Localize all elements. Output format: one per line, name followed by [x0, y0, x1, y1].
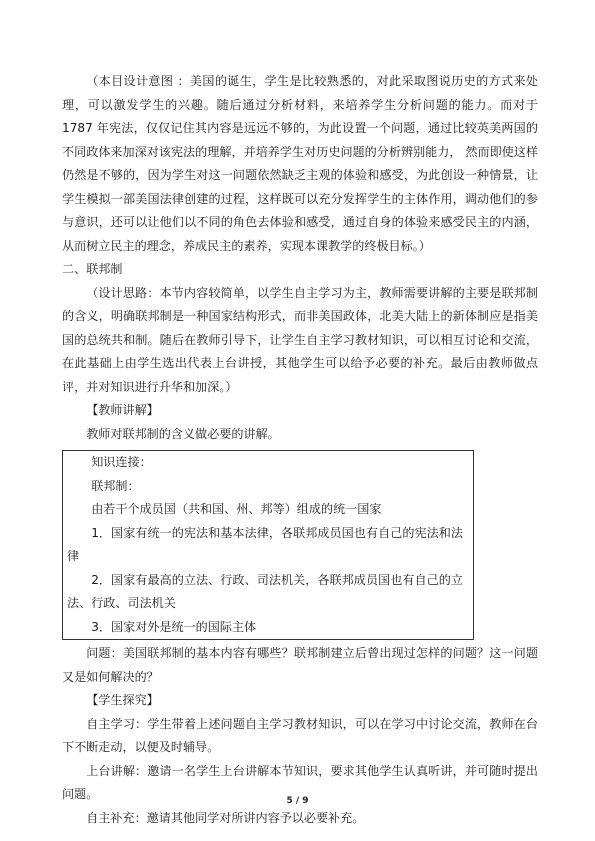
- knowledge-box: [62, 450, 474, 640]
- knowledge-box-item-1: 1．国家有统一的宪法和基本法律，各联邦成员国也有自己的宪法和法律: [67, 525, 463, 563]
- knowledge-box-term: 联邦制：: [91, 478, 140, 493]
- design-intent-paragraph: （本目设计意图 ：美国的诞生，学生是比较熟悉的，对此采取图说历史的方式来处理，可以激发学生的兴趣。随后通过分析材料，来培养学生分析问题的能力。而对于 1787 年宪法，仅仅记住其内容是远远不够的，为此设置一个问题，通过比较英美两国的不同政体来加深对该宪法的理解，并培养学生对历史问题的分析辨别能力， 然而即使这样仍然是不够的，因为学生对这一问题依然缺乏主观的体验和感受，为此创设一种情景，让学生模拟一部美国法律创建的过程，这样既可以充分发挥学生的主体作用，调动他们的参与意识，还可以让他们以不同的角色去体验和感受，通过自身的体验来感受民主的内涵，从而树立民主的理念，养成民主的素养，实现本课教学的终极目标。）: [62, 74, 538, 253]
- knowledge-box-item-3: 3．国家对外是统一的国际主体: [91, 619, 257, 634]
- page-number: 5 / 9: [286, 796, 309, 806]
- lecture-paragraph: 上台讲解：邀请一名学生上台讲解本节知识，要求其他学生认真听讲，并可随时提出问题。: [62, 763, 538, 801]
- design-idea-paragraph: （设计思路：本节内容较简单，以学生自主学习为主，教师需要讲解的主要是联邦制的含义，明确联邦制是一种国家结构形式，而非美国政体，北美大陆上的新体制应是指美国的总统共和制。随后在教师引导下，让学生自主学习教材知识，可以相互讨论和交流，在此基础上由学生选出代表上台讲授，其他学生可以给予必要的补充。最后由教师做点评，并对知识进行升华和加深。）: [62, 285, 538, 394]
- document-body: [62, 70, 538, 830]
- student-heading: 【学生探究】: [86, 693, 159, 707]
- knowledge-box-definition: 由若干个成员国（共和国、州、邦等）组成的统一国家: [91, 502, 382, 516]
- teacher-heading: 【教师讲解】: [86, 403, 159, 417]
- teacher-text: 教师对联邦制的含义做必要的讲解。: [86, 426, 280, 441]
- knowledge-box-item-2: 2．国家有最高的立法、行政、司法机关，各联邦成员国也有自己的立法、行政、司法机关: [67, 572, 463, 610]
- section-title: 二、联邦制: [62, 262, 123, 276]
- knowledge-box-title: 知识连接：: [91, 455, 152, 469]
- supplement-paragraph: 自主补充：邀请其他同学对所讲内容予以必要补充。: [86, 810, 365, 825]
- question-paragraph: 问题：美国联邦制的基本内容有哪些？联邦制建立后曾出现过怎样的问题？这一问题又是如何解决的？: [62, 646, 538, 684]
- self-study-paragraph: 自主学习：学生带着上述问题自主学习教材知识，可以在学习中讨论交流，教师在台下不断走动，以便及时辅导。: [62, 716, 538, 754]
